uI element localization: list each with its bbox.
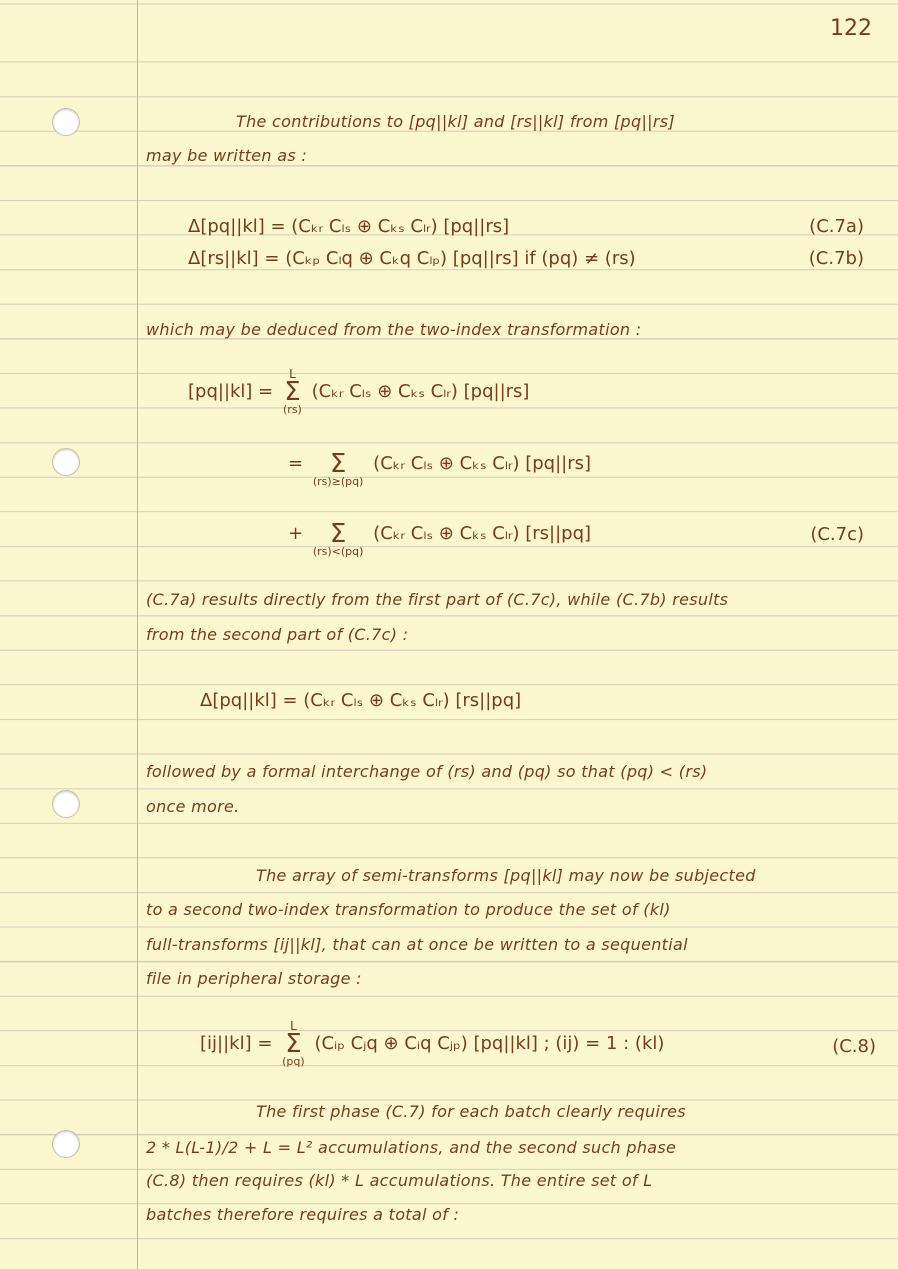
text-line: (C.7a) results directly from the first part of (C.7c), while (C.7b) results	[146, 590, 729, 609]
equation-label: (C.7a)	[809, 216, 864, 237]
equation-rhs: (Cₖᵣ Cₗₛ ⊕ Cₖₛ Cₗᵣ) [rs||pq]	[373, 523, 592, 544]
equation-label: (C.7b)	[808, 248, 864, 269]
punch-hole	[52, 790, 80, 818]
text-line: The contributions to [pq||kl] and [rs||kl] from [pq||rs]	[236, 112, 675, 131]
equation-rhs: (Cₖᵣ Cₗₛ ⊕ Cₖₛ Cₗᵣ) [pq||rs]	[373, 453, 592, 474]
equation-lhs: [pq||kl] =	[188, 381, 274, 402]
punch-hole	[52, 448, 80, 476]
text-line: to a second two-index transformation to produce the set of (kl)	[146, 900, 671, 919]
punch-hole	[52, 1130, 80, 1158]
equation-c7a: Δ[pq||kl] = (Cₖᵣ Cₗₛ ⊕ Cₖₛ Cₗᵣ) [pq||rs]	[188, 216, 510, 237]
summation	[283, 368, 302, 416]
sum-lower: (pq)	[282, 1055, 305, 1068]
sum-lower: (rs)≥(pq)	[312, 475, 364, 488]
text-line: (C.8) then requires (kl) * L accumulations. The entire set of L	[146, 1171, 653, 1190]
equation-lhs: +	[288, 523, 304, 544]
summation	[313, 440, 364, 488]
text-line: once more.	[146, 797, 240, 816]
text-line: file in peripheral storage :	[146, 969, 362, 988]
equation-lhs: =	[288, 453, 304, 474]
equation-c8	[200, 1020, 664, 1068]
text-line: may be written as :	[146, 146, 308, 165]
sigma-icon: Σ	[329, 449, 347, 479]
equation-interchange: Δ[pq||kl] = (Cₖᵣ Cₗₛ ⊕ Cₖₛ Cₗᵣ) [rs||pq]	[200, 690, 522, 711]
text-line: followed by a formal interchange of (rs) and (pq) so that (pq) < (rs)	[146, 762, 708, 781]
text-line: The array of semi-transforms [pq||kl] may now be subjected	[256, 866, 756, 885]
summation	[313, 510, 364, 558]
sigma-icon: Σ	[329, 519, 347, 549]
sum-upper: L	[289, 367, 296, 381]
equation-label: (C.8)	[832, 1036, 876, 1057]
text-line: full-transforms [ij||kl], that can at once be written to a sequential	[146, 935, 688, 954]
equation-rhs: (Cᵢₚ Cⱼq ⊕ Cᵢq Cⱼₚ) [pq||kl] ; (ij) = 1 : (kl)	[314, 1033, 665, 1054]
sigma-icon: Σ	[284, 377, 301, 407]
punch-hole	[52, 108, 80, 136]
equation-label: (C.7c)	[810, 524, 864, 545]
text-line: 2 * L(L-1)/2 + L = L² accumulations, and the second such phase	[146, 1138, 677, 1157]
sum-lower: (rs)<(pq)	[312, 545, 364, 558]
equation-c7c-line2	[288, 440, 591, 488]
page-number: 122	[830, 16, 872, 41]
equation-c7c-line3	[288, 510, 591, 558]
text-line: which may be deduced from the two-index transformation :	[146, 320, 642, 339]
equation-lhs: [ij||kl] =	[200, 1033, 273, 1054]
equation-c7c-line1	[188, 368, 529, 416]
sum-lower: (rs)	[283, 403, 302, 416]
summation	[282, 1020, 305, 1068]
text-line: batches therefore requires a total of :	[146, 1205, 460, 1224]
text-line: The first phase (C.7) for each batch clearly requires	[256, 1102, 686, 1121]
equation-c7b: Δ[rs||kl] = (Cₖₚ Cₗq ⊕ Cₖq Cₗₚ) [pq||rs] if (pq) ≠ (rs)	[188, 248, 636, 269]
sum-upper: L	[290, 1019, 297, 1033]
text-line: from the second part of (C.7c) :	[146, 625, 409, 644]
equation-rhs: (Cₖᵣ Cₗₛ ⊕ Cₖₛ Cₗᵣ) [pq||rs]	[311, 381, 530, 402]
margin-line	[137, 0, 138, 1269]
sigma-icon: Σ	[285, 1029, 302, 1059]
